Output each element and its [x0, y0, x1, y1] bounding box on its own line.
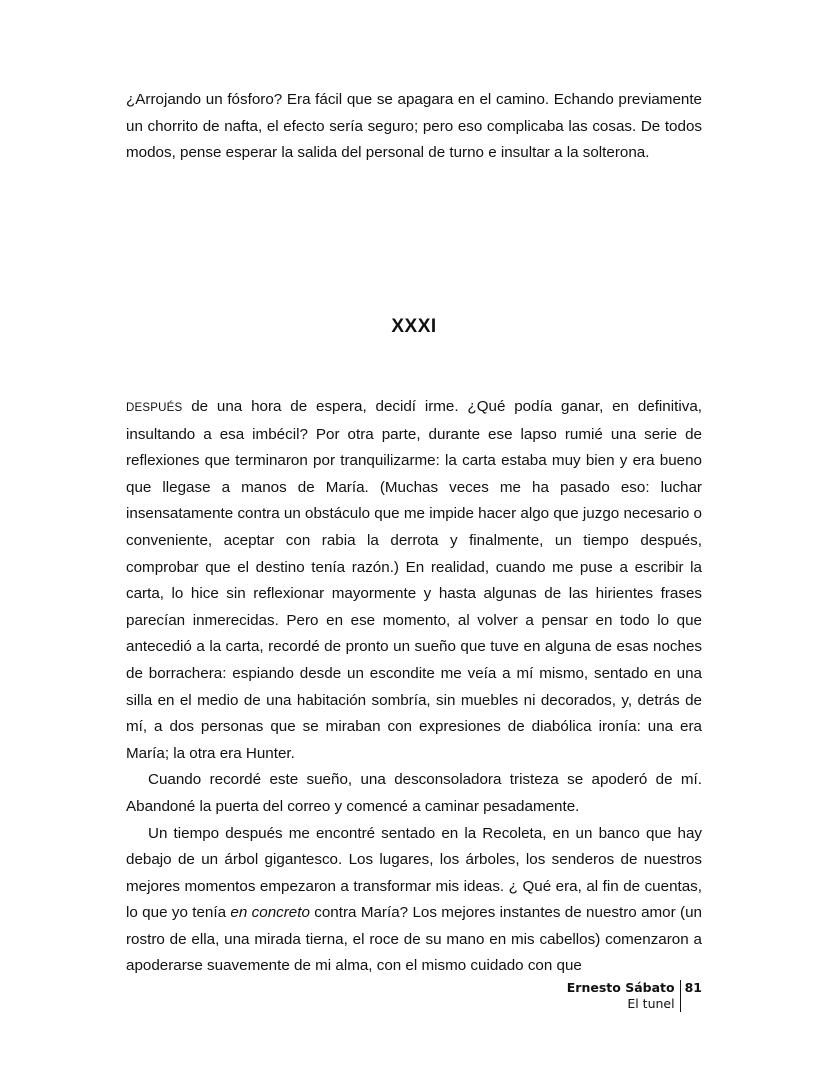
paragraph: ¿Arrojando un fósforo? Era fácil que se apagara en el camino. Echando previamente un chorrito de nafta, el efecto sería seguro; pero eso complicaba las cosas. De todos modos, pense esperar la salida del personal de turno e insultar a la solterona.: [126, 91, 702, 162]
chapter-title: XXXI: [391, 316, 437, 337]
opening-word: DESPUÉS: [126, 402, 183, 414]
paragraph-text: Un tiempo después me encontré sentado en la Recoleta, en un banco que hay debajo de un árbol gigantesco. Los lugares, los árboles, los senderos de nuestros mejores momentos empezaron a transformar mis ideas. ¿ Qué era, al fin de cuentas, lo que yo tenía: [126, 824, 702, 922]
page-number: 81: [684, 980, 702, 995]
chapter-body: [126, 394, 702, 980]
paragraph: [126, 394, 702, 767]
paragraph: Cuando recordé este sueño, una desconsoladora tristeza se apoderó de mí. Abandoné la puerta del correo y comencé a caminar pesadamente.: [126, 771, 702, 815]
emphasis-text: en concreto: [230, 904, 310, 922]
footer-book-title: El tunel: [627, 996, 675, 1011]
footer-author: Ernesto Sábato: [566, 980, 675, 995]
paragraph-text: de una hora de espera, decidí irme. ¿Qué podía ganar, en definitiva, insultando a esa imbécil? Por otra parte, durante ese lapso rumié una serie de reflexiones que terminaron por tranquilizarme: la carta estaba muy bien y era bueno que llegase a manos de María. (Muchas veces me ha pasado eso: luchar insensatamente contra un obstáculo que me impide hacer algo que juzgo necesario o conveniente, aceptar con rabia la derrota y finalmente, un tiempo después, comprobar que el destino tenía razón.) En realidad, cuando me puse a escribir la carta, lo hice sin reflexionar mayormente y hasta algunas de las hirientes frases parecían inmerecidas. Pero en ese momento, al volver a pensar en todo lo que antecedió a la carta, recordé de pronto un sueño que tuve en alguna de esas noches de borrachera: espiando desde un escondite me veía a mí mismo, sentado en una silla en el medio de una habitación sombría, sin muebles ni decorados, y, detrás de mí, a dos personas que se miraban con expresiones de diabólica ironía: una era María; la otra era Hunter.: [126, 398, 702, 762]
previous-chapter-ending: [126, 87, 702, 167]
footer-credits: [567, 980, 680, 1012]
paragraph: [126, 821, 702, 981]
paragraph-text: contra María? Los mejores instantes de nuestro amor (un rostro de ella, una mirada tierna, el roce de su mano en mis cabellos) comenzaron a apoderarse suavemente de mi alma, con el mismo cuidado con que: [126, 904, 702, 975]
page-footer: [567, 980, 702, 1012]
